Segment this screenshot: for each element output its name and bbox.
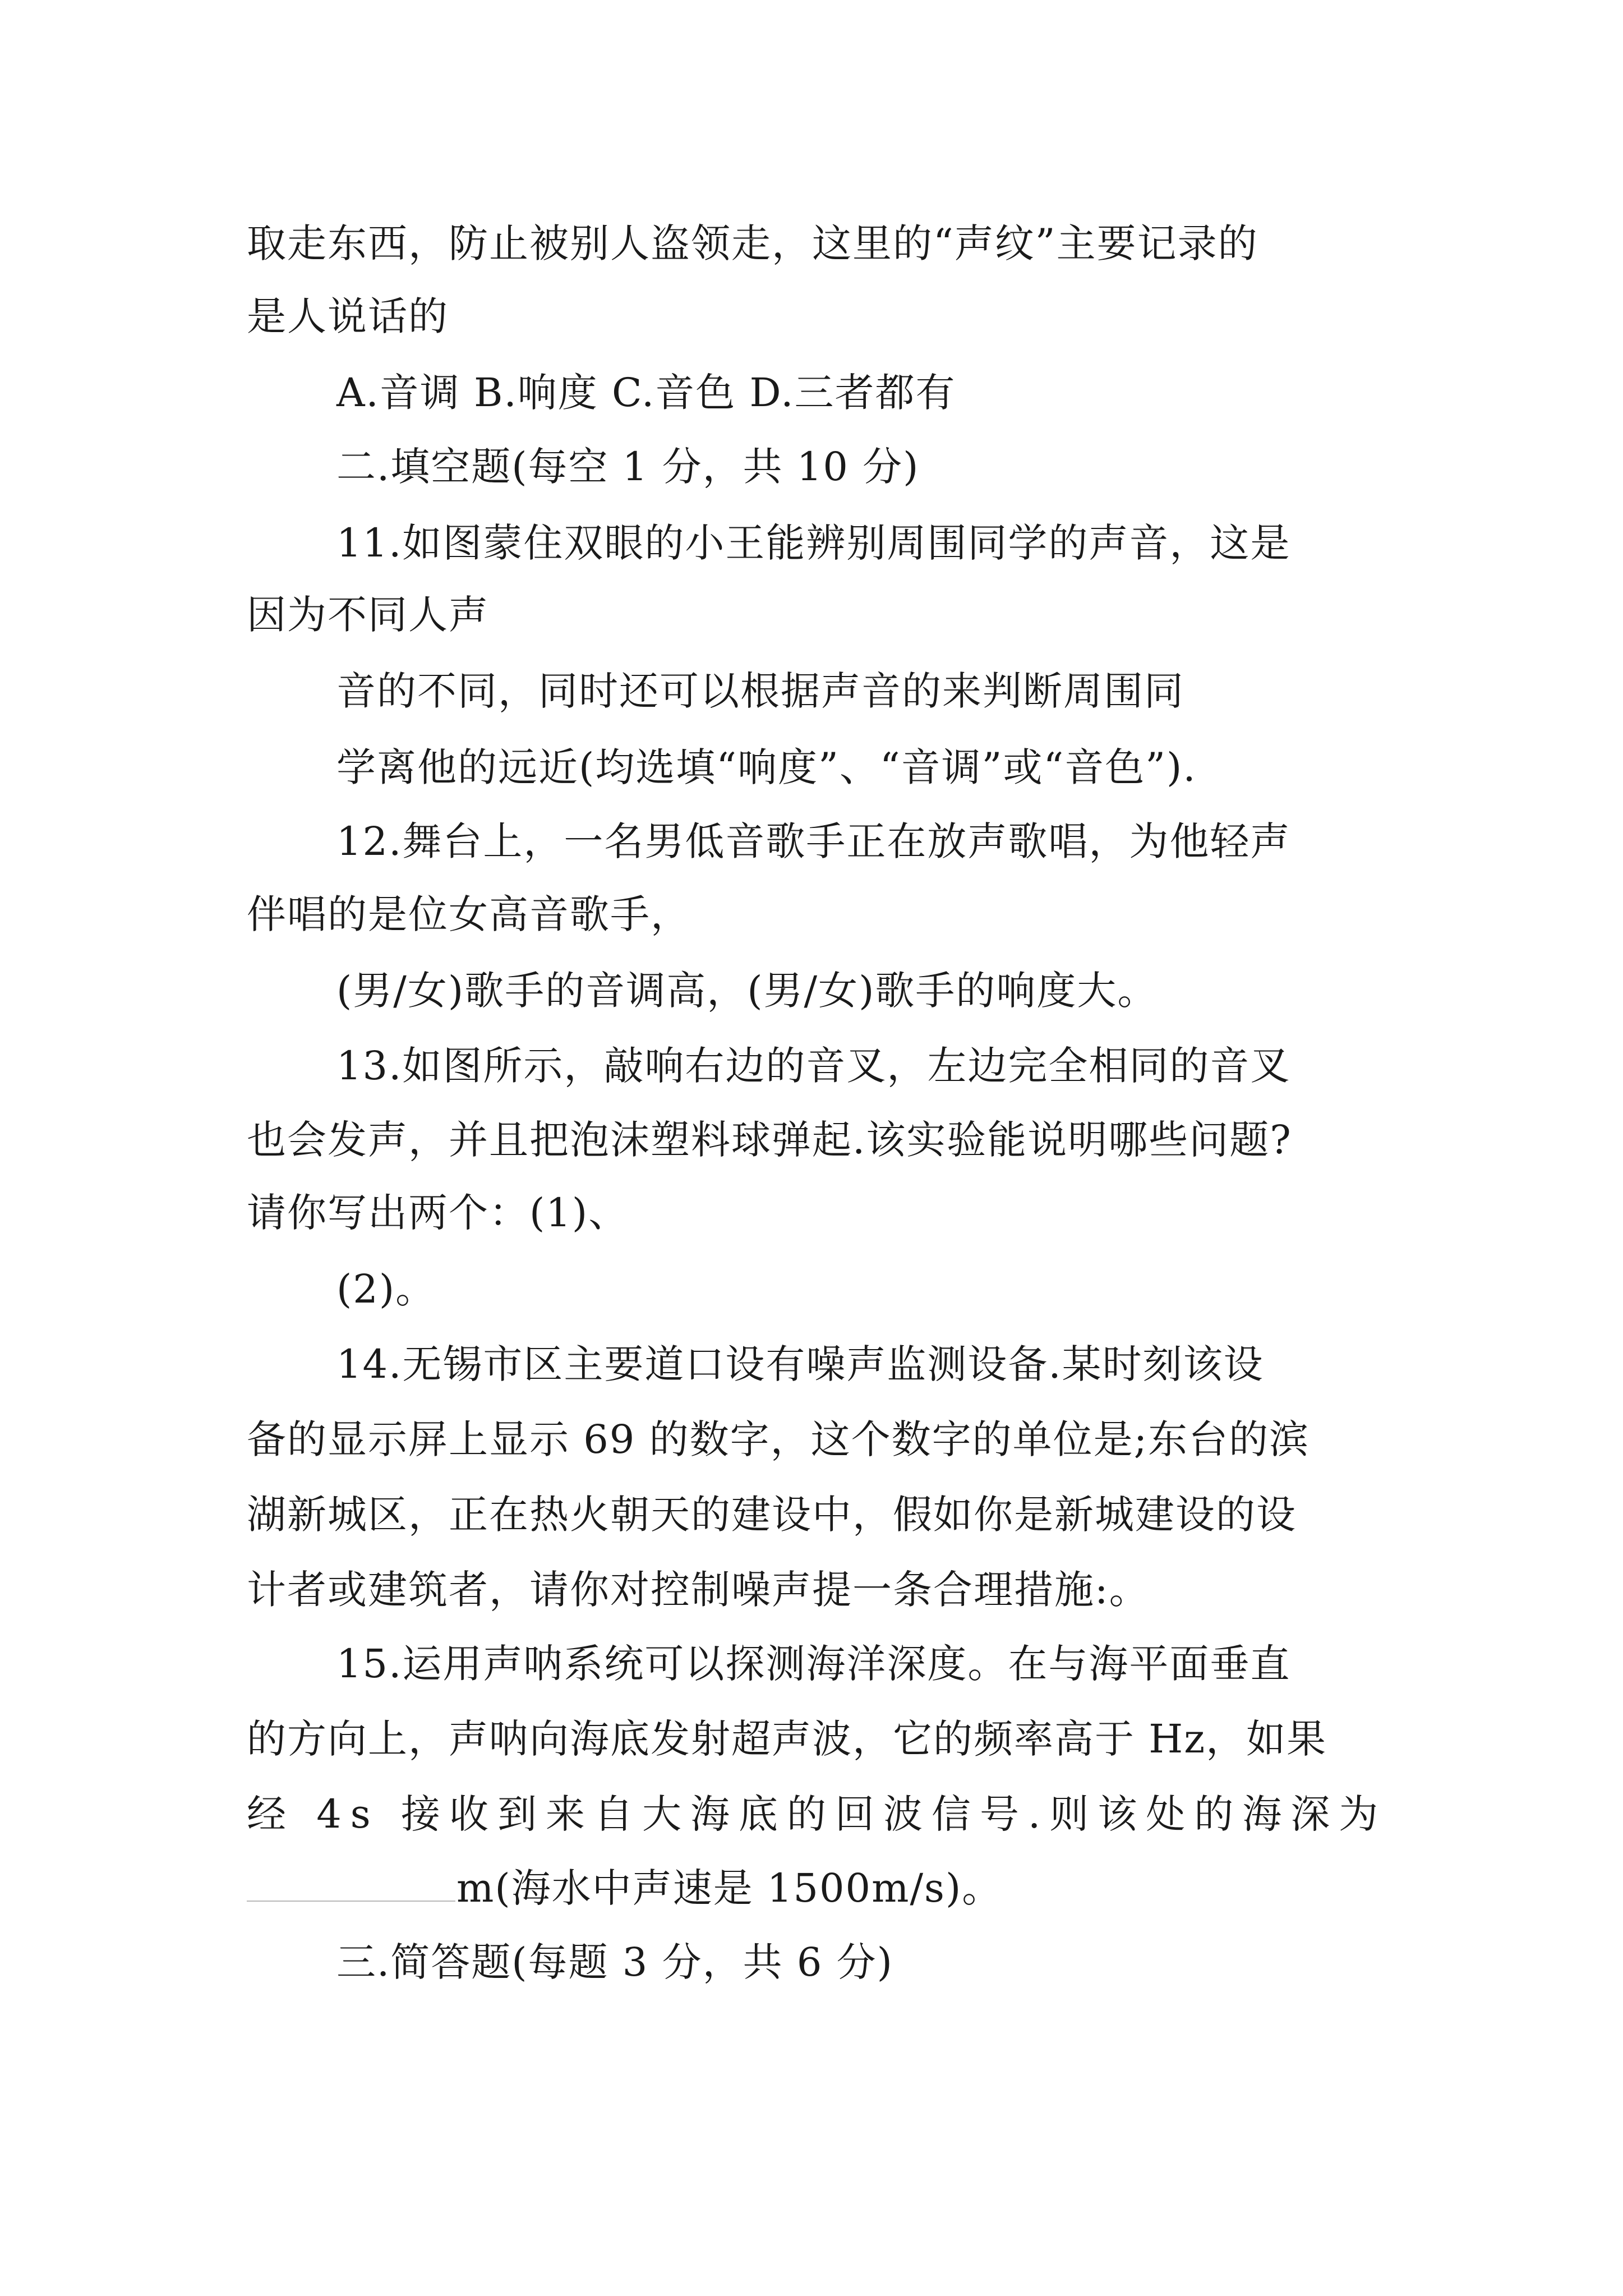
question-15: 15.运用声呐系统可以探测海洋深度。在与海平面垂直 — [336, 1641, 1291, 1687]
answer-options: A.音调 B.响度 C.音色 D.三者都有 — [336, 370, 956, 416]
text-line: 学离他的远近(均选填“响度”、“音调”或“音色”). — [336, 744, 1197, 790]
text-line: 是人说话的 — [247, 293, 449, 339]
question-13: 13.如图所示，敲响右边的音叉，左边完全相同的音叉 — [336, 1043, 1291, 1089]
text-line: 备的显示屏上显示 69 的数字，这个数字的单位是;东台的滨 — [247, 1416, 1310, 1462]
question-12: 12.舞台上，一名男低音歌手正在放声歌唱，为他轻声 — [336, 818, 1291, 864]
fill-in-blank[interactable] — [247, 1861, 455, 1902]
text-line: (男/女)歌手的音调高，(男/女)歌手的响度大。 — [336, 968, 1158, 1014]
question-14: 14.无锡市区主要道口设有噪声监测设备.某时刻该设 — [336, 1341, 1264, 1387]
text-line: 经 4s 接收到来自大海底的回波信号.则该处的海深为 — [247, 1791, 1387, 1837]
section-heading: 二.填空题(每空 1 分，共 10 分) — [336, 444, 920, 490]
question-11: 11.如图蒙住双眼的小王能辨别周围同学的声音，这是 — [336, 520, 1291, 566]
text-line: 计者或建筑者，请你对控制噪声提一条合理措施:。 — [247, 1567, 1150, 1613]
section-heading: 三.简答题(每题 3 分，共 6 分) — [336, 1939, 893, 1985]
text-line: (2)。 — [336, 1266, 436, 1312]
text-line: 请你写出两个：(1)、 — [247, 1190, 629, 1236]
text-line: 因为不同人声 — [247, 592, 489, 638]
text-line: 伴唱的是位女高音歌手， — [247, 891, 691, 937]
text-line: 湖新城区，正在热火朝天的建设中，假如你是新城建设的设 — [247, 1492, 1297, 1538]
text-line: m(海水中声速是 1500m/s)。 — [457, 1865, 1003, 1911]
answer-line — [247, 1860, 1002, 1916]
text-line: 音的不同，同时还可以根据声音的来判断周围同 — [336, 668, 1184, 714]
text-line: 的方向上，声呐向海底发射超声波，它的频率高于 Hz，如果 — [247, 1716, 1327, 1762]
text-line: 取走东西，防止被别人盗领走，这里的“声纹”主要记录的 — [247, 220, 1258, 266]
text-line: 也会发声，并且把泡沫塑料球弹起.该实验能说明哪些问题? — [247, 1117, 1292, 1163]
